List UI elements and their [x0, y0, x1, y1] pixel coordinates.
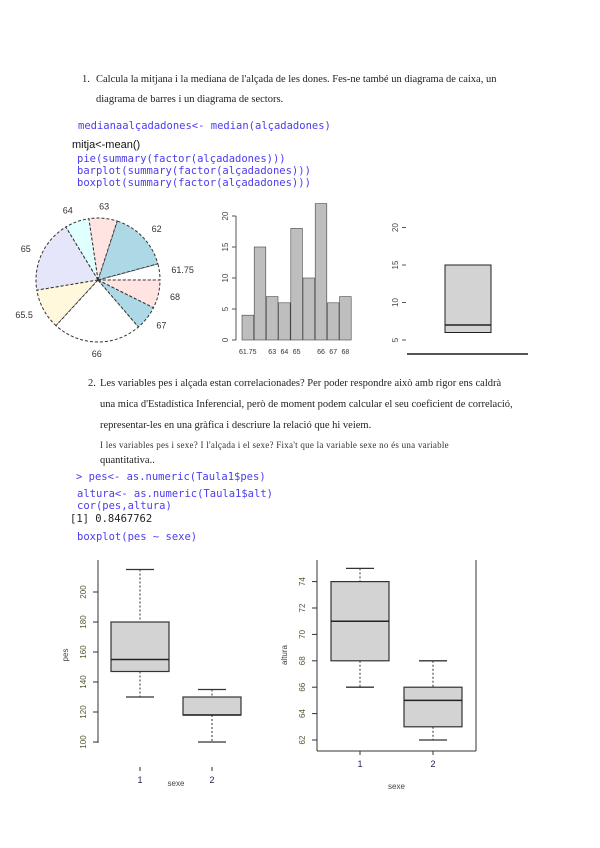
bar — [254, 247, 266, 340]
code-boxplot-pes-sexe: boxplot(pes ~ sexe) — [77, 531, 198, 543]
x-tick-label: 1 — [357, 759, 363, 769]
bar — [327, 303, 339, 340]
y-tick-label: 20 — [221, 211, 230, 221]
y-tick-label: 10 — [221, 273, 230, 283]
y-axis-label: pes — [61, 648, 70, 662]
question-2-number: 2. — [88, 378, 96, 389]
y-tick-label: 70 — [298, 629, 307, 639]
code-cor: cor(pes,altura) — [77, 500, 172, 512]
x-tick-label: 65 — [292, 349, 301, 356]
question-2-text-line: quantitativa.. — [100, 455, 155, 466]
x-axis-label: sexe — [388, 782, 405, 791]
y-tick-label: 66 — [298, 682, 307, 692]
boxplot-pes-sexe — [50, 555, 290, 805]
box — [445, 265, 491, 333]
x-tick-label: 67 — [329, 349, 338, 356]
box — [404, 687, 462, 727]
x-tick-label: 2 — [209, 775, 215, 785]
x-tick-label: 68 — [341, 349, 350, 356]
x-tick-label: 64 — [280, 349, 289, 356]
question-1-text-line: diagrama de barres i un diagrama de sectors. — [96, 94, 284, 105]
y-tick-label: 100 — [79, 735, 88, 749]
question-2-text-line: una mica d'Estadística Inferencial, però de moment podem calcular el seu coeficient de correlació, — [100, 399, 513, 410]
pie-slice-label: 66 — [91, 348, 102, 359]
question-2-text-line: representar-les en una gràfica i descriure la relació que hi veiem. — [100, 420, 372, 431]
pie-slice-label: 61.75 — [171, 265, 194, 276]
bar — [303, 278, 315, 340]
pie-chart — [0, 200, 200, 360]
boxplot-altura-sexe — [270, 555, 510, 805]
pie-slice-label: 64 — [62, 205, 73, 216]
x-tick-label: 2 — [430, 759, 436, 769]
y-tick-label: 15 — [221, 242, 230, 252]
code-boxplot: boxplot(summary(factor(alçadadones))) — [77, 177, 311, 189]
y-tick-label: 64 — [298, 709, 307, 719]
pie-slice-label: 63 — [99, 201, 110, 212]
bar — [340, 297, 352, 340]
box — [183, 697, 241, 715]
bar — [291, 228, 303, 340]
y-tick-label: 140 — [79, 675, 88, 689]
y-tick-label: 200 — [79, 585, 88, 599]
x-tick-label: 1 — [137, 775, 143, 785]
question-1-text-line: Calcula la mitjana i la mediana de l'alçada de les dones. Fes-ne també un diagrama de caixa, un — [96, 74, 497, 85]
y-tick-label: 0 — [221, 337, 230, 343]
question-1-number: 1. — [82, 74, 90, 85]
code-barplot: barplot(summary(factor(alçadadones))) — [77, 165, 311, 177]
y-tick-label: 5 — [391, 337, 400, 343]
y-tick-label: 74 — [298, 577, 307, 587]
bar — [279, 303, 291, 340]
pie-slice-label: 65 — [20, 244, 31, 255]
y-tick-label: 180 — [79, 615, 88, 629]
bar — [266, 297, 278, 340]
pie-slice-label: 65.5 — [15, 310, 33, 321]
y-tick-label: 15 — [391, 260, 400, 270]
y-tick-label: 160 — [79, 645, 88, 659]
x-tick-label: 61.75 — [239, 349, 257, 356]
y-tick-label: 62 — [298, 735, 307, 745]
x-tick-label: 66 — [317, 349, 325, 356]
x-axis-label: sexe — [167, 779, 185, 788]
y-tick-label: 20 — [391, 223, 400, 232]
summary-boxplot — [380, 200, 540, 360]
y-tick-label: 68 — [298, 656, 307, 666]
code-cor-result: [1] 0.8467762 — [70, 513, 153, 525]
bar — [242, 315, 254, 340]
code-altura: altura<- as.numeric(Taula1$alt) — [77, 488, 273, 500]
code-pie: pie(summary(factor(alçadadones))) — [77, 153, 286, 165]
code-mean: mitja<-mean() — [72, 139, 141, 151]
bar — [315, 204, 327, 340]
pie-slice-label: 62 — [151, 223, 162, 234]
bar-chart — [220, 200, 370, 360]
box — [111, 622, 169, 672]
y-tick-label: 10 — [391, 298, 400, 307]
pie-slice-label: 68 — [170, 291, 181, 302]
y-axis-label: altura — [280, 644, 289, 666]
x-tick-label: 63 — [268, 349, 277, 356]
question-2-text-line: I les variables pes i sexe? I l'alçada i el sexe? Fixa't que la variable sexe no és una variable — [100, 440, 449, 450]
y-tick-label: 72 — [298, 603, 307, 613]
pie-slice-label: 67 — [156, 320, 167, 331]
code-median: medianaalçadadones<- median(alçadadones) — [78, 120, 331, 132]
y-tick-label: 120 — [79, 705, 88, 719]
code-pes: > pes<- as.numeric(Taula1$pes) — [76, 471, 266, 483]
y-tick-label: 5 — [221, 306, 230, 312]
question-2-text-line: Les variables pes i alçada estan correlacionades? Per poder respondre això amb rigor ens caldrà — [100, 378, 502, 389]
